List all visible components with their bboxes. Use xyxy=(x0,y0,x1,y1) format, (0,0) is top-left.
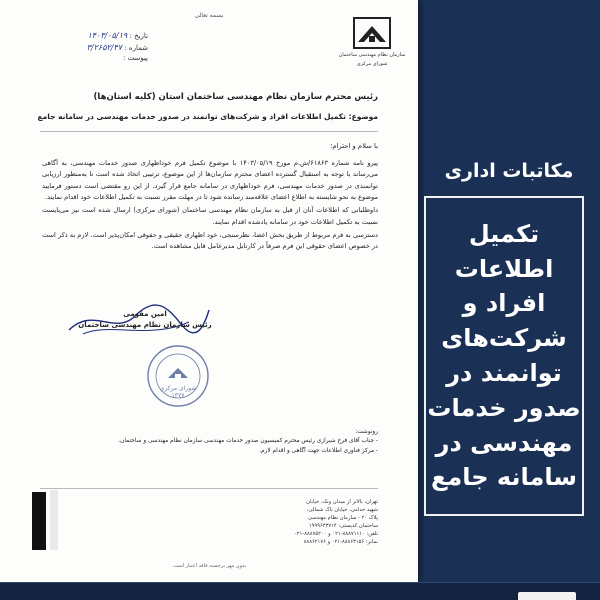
divider xyxy=(40,131,378,132)
body-paragraph: پیرو نامه شماره ۶۱۸۶۳/ش.م مورخ ۱۴۰۳/۰۵/۱۹ با موضوع تکمیل فرم خوداظهاری صدور خدمات مهندسی، به آگاهی می‌رساند با توجه به استقبال گسترده اعضای محترم سازمان‌ها از این موضوع، ترتیبی اتخاذ شده است تا به‌منظور ارزیابی توانمندی در صدور خدمات مهندسی، فرم خوداظهاری در سامانه جامع قرار گیرد. از این رو مقتضی است دستور فرمایید موضوع به نحو شایسته به اطلاع اعضای علاقه‌مند رسانده شود تا در مهلت مقرر نسبت به تکمیل اطلاعات خود اقدام نمایند. xyxy=(42,159,378,201)
caption-panel xyxy=(424,196,584,516)
footer-line: تلفن: ۸۸۸۷۱۱۱۰-۰۲۱ و ۸۸۸۷۵۲۰۰-۰۲۱ xyxy=(293,531,378,538)
caption-line: افراد و xyxy=(462,289,546,318)
greeting: با سلام و احترام؛ xyxy=(330,142,378,150)
barcode-icon xyxy=(32,492,46,550)
official-stamp-icon xyxy=(146,344,210,408)
bottom-accent-tab xyxy=(518,592,576,600)
signer-name: امین مقومی xyxy=(123,310,167,318)
org-name: سازمان نظام مهندسی ساختمان xyxy=(338,52,406,58)
footer-line: تهران، بالاتر از میدان ونک، خیابان xyxy=(306,499,378,505)
cc-section xyxy=(42,428,378,456)
footer-note: بدون مهر برجسته فاقد اعتبار است. xyxy=(171,563,247,569)
date-value: ۱۴۰۳/۰۵/۱۹ xyxy=(87,31,128,40)
bottom-divider xyxy=(0,582,600,583)
signature-block xyxy=(70,310,220,329)
caption-line: سامانه جامع xyxy=(431,463,577,492)
footer-address xyxy=(268,498,378,546)
signer-title: رئیس سازمان نظام مهندسی ساختمان xyxy=(78,321,212,329)
org-subname: شورای مرکزی xyxy=(356,60,388,67)
caption-line: توانمند در xyxy=(446,359,562,387)
number-value: ۳/۲۶۵۲/۴۷ xyxy=(86,42,123,52)
caption-line: شرکت‌های xyxy=(441,324,567,353)
footer-line: پلاک ۲۰ - سازمان نظام مهندسی xyxy=(307,515,378,522)
bismillah-text: بسمه تعالی xyxy=(194,12,224,19)
body-paragraph: دسترسی به فرم مربوط از طریق بخش اعضا، نظرسنجی، خود اظهاری حقیقی و حقوقی امکان‌پذیر است. لازم به ذکر است در خصوص اعضای حقوقی این فرم صرفاً در کارتابل مدیرعامل قابل مشاهده است. xyxy=(42,230,378,251)
building-logo-icon xyxy=(352,16,392,50)
bottom-bar xyxy=(0,582,600,600)
caption-line: اطلاعات xyxy=(454,254,554,283)
body-paragraph: داوطلبانی که اطلاعات آنان از قبل به سازمان نظام مهندسی ساختمان (شورای مرکزی) ارسال شده است نیز می‌بایست نسبت به تکمیل اطلاعات خود در سامانه یادشده اقدام نمایند. xyxy=(42,206,378,226)
caption-line: مهندسی در xyxy=(435,428,573,457)
cc-title: رونوشت: xyxy=(355,429,378,435)
number-label: شماره : xyxy=(124,43,148,52)
cc-item: - مرکز فناوری اطلاعات جهت آگاهی و اقدام لازم. xyxy=(259,447,378,454)
letter-body xyxy=(42,158,378,255)
footer-divider xyxy=(40,488,378,489)
barcode-shadow xyxy=(50,490,58,550)
footer-line: نمابر: ۸۸۸۶۳۱۵۶-۰۲۱ و ۸۸۸۶۲۱۷۶ xyxy=(303,539,378,546)
caption-line: تکمیل xyxy=(468,219,540,248)
letter-meta xyxy=(58,30,148,63)
subject-line: موضوع: تکمیل اطلاعات افراد و شرکت‌های توانمند در صدور خدمات مهندسی در سامانه جامع xyxy=(37,112,378,121)
caption-line: صدور خدمات xyxy=(427,393,581,422)
addressee: رئیس محترم سازمان نظام مهندسی ساختمان استان (کلیه استان‌ها) xyxy=(93,92,378,102)
cc-item: - جناب آقای فرخ شیرازی رئیس محترم کمیسیون صدور خدمات مهندسی سازمان نظام مهندسی و ساختمان. xyxy=(118,438,378,445)
footer-line: شهید خدامی، خیابان ناک شمالی، xyxy=(306,507,378,514)
side-heading: مکاتبات اداری xyxy=(444,160,574,182)
footer-line: ساختمان کدپستی: ۱۹۹۹۶۴۳۷۱۴ xyxy=(308,523,378,530)
attachment-label: پیوست : xyxy=(123,54,148,63)
stamp-text: شورای مرکزی xyxy=(159,385,197,392)
org-logo xyxy=(336,16,408,67)
stamp-year: ۱۳۷۷ xyxy=(171,392,185,399)
date-label: تاریخ : xyxy=(129,32,148,40)
